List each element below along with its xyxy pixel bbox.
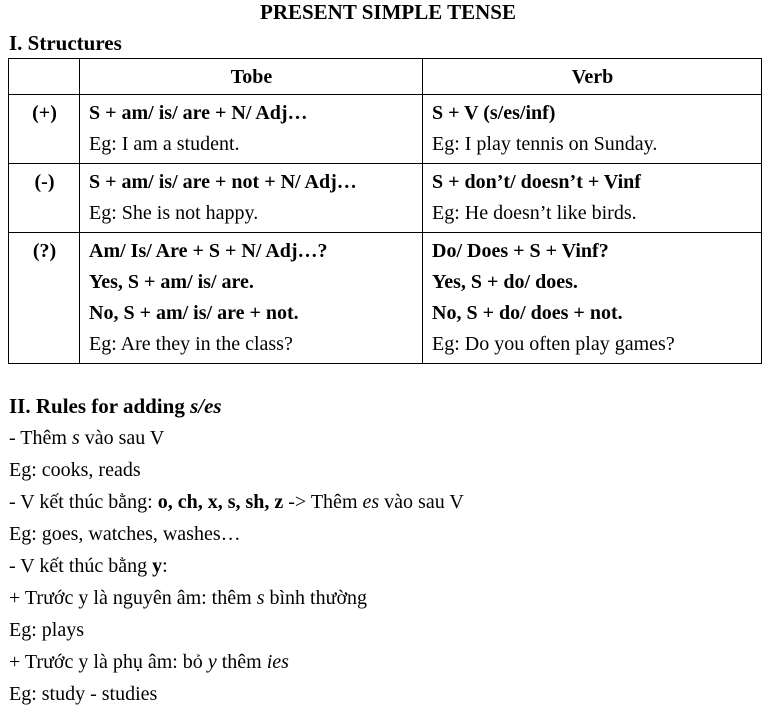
rule-line <box>9 422 464 454</box>
rule-text: y <box>152 555 163 577</box>
rule-text: + Trước y là phụ âm: bỏ <box>9 651 208 673</box>
rule-text: bình thường <box>264 587 368 609</box>
example-line: Eg: I play tennis on Sunday. <box>432 133 658 155</box>
table-row-affirmative <box>9 95 762 164</box>
section-heading-text: II. Rules for adding <box>9 394 191 418</box>
tobe-cell <box>80 164 423 233</box>
section-heading-structures: I. Structures <box>9 31 122 55</box>
rule-text: - V kết thúc bằng: <box>9 491 158 513</box>
rule-line <box>9 678 464 710</box>
verb-cell <box>423 164 762 233</box>
rule-line <box>9 518 464 550</box>
verb-cell <box>423 95 762 164</box>
sign-cell <box>9 164 80 233</box>
section-heading-rules <box>9 393 222 419</box>
structure-line: No, S + do/ does + not. <box>432 302 623 324</box>
rule-text: y <box>207 651 217 673</box>
rule-line <box>9 486 464 518</box>
rule-text: Eg: goes, watches, washes… <box>9 523 241 545</box>
sign-label: (-) <box>34 171 55 193</box>
rule-line <box>9 646 464 678</box>
section-heading-italic: s/es <box>190 394 222 418</box>
rule-text: Eg: plays <box>9 619 84 641</box>
sign-label: (?) <box>32 240 57 262</box>
header-empty-cell <box>9 59 80 95</box>
structures-table <box>8 58 762 364</box>
structure-line: S + am/ is/ are + not + N/ Adj… <box>89 171 357 193</box>
rule-text: o, ch, x, s, sh, z <box>157 491 284 513</box>
structure-line: Am/ Is/ Are + S + N/ Adj…? <box>89 240 328 262</box>
sign-cell <box>9 233 80 364</box>
rule-text: vào sau V <box>379 491 464 513</box>
rule-text: Eg: study - studies <box>9 683 158 705</box>
rule-text: es <box>362 491 380 513</box>
example-line: Eg: Do you often play games? <box>432 333 675 355</box>
structure-line: S + don’t/ doesn’t + Vinf <box>432 171 641 193</box>
example-line: Eg: She is not happy. <box>89 202 259 224</box>
header-tobe: Tobe <box>80 59 423 95</box>
rule-text: s <box>256 587 265 609</box>
page-title: PRESENT SIMPLE TENSE <box>260 0 516 24</box>
rule-text: - V kết thúc bằng <box>9 555 153 577</box>
rule-text: - Thêm <box>9 427 72 449</box>
rule-text: : <box>162 555 168 577</box>
example-line: Eg: I am a student. <box>89 133 240 155</box>
example-line: Eg: Are they in the class? <box>89 333 293 355</box>
rule-line <box>9 614 464 646</box>
structure-line: S + V (s/es/inf) <box>432 102 556 124</box>
structure-line: S + am/ is/ are + N/ Adj… <box>89 102 308 124</box>
tobe-cell <box>80 95 423 164</box>
table-row-negative <box>9 164 762 233</box>
sign-cell <box>9 95 80 164</box>
sign-label: (+) <box>32 102 57 124</box>
rules-list <box>9 422 464 710</box>
verb-cell <box>423 233 762 364</box>
rule-line <box>9 582 464 614</box>
structure-line: No, S + am/ is/ are + not. <box>89 302 299 324</box>
rule-text: + Trước y là nguyên âm: thêm <box>9 587 257 609</box>
rule-text: Eg: cooks, reads <box>9 459 141 481</box>
rule-text: vào sau V <box>79 427 165 449</box>
rule-text: ies <box>266 651 289 673</box>
structure-line: Yes, S + do/ does. <box>432 271 578 293</box>
table-header-row <box>9 59 762 95</box>
rule-line <box>9 550 464 582</box>
table-row-question <box>9 233 762 364</box>
rule-line <box>9 454 464 486</box>
tobe-cell <box>80 233 423 364</box>
structure-line: Do/ Does + S + Vinf? <box>432 240 609 262</box>
rule-text: -> Thêm <box>283 491 363 513</box>
example-line: Eg: He doesn’t like birds. <box>432 202 637 224</box>
header-verb: Verb <box>423 59 762 95</box>
rule-text: thêm <box>216 651 267 673</box>
structure-line: Yes, S + am/ is/ are. <box>89 271 254 293</box>
rule-text: s <box>71 427 80 449</box>
